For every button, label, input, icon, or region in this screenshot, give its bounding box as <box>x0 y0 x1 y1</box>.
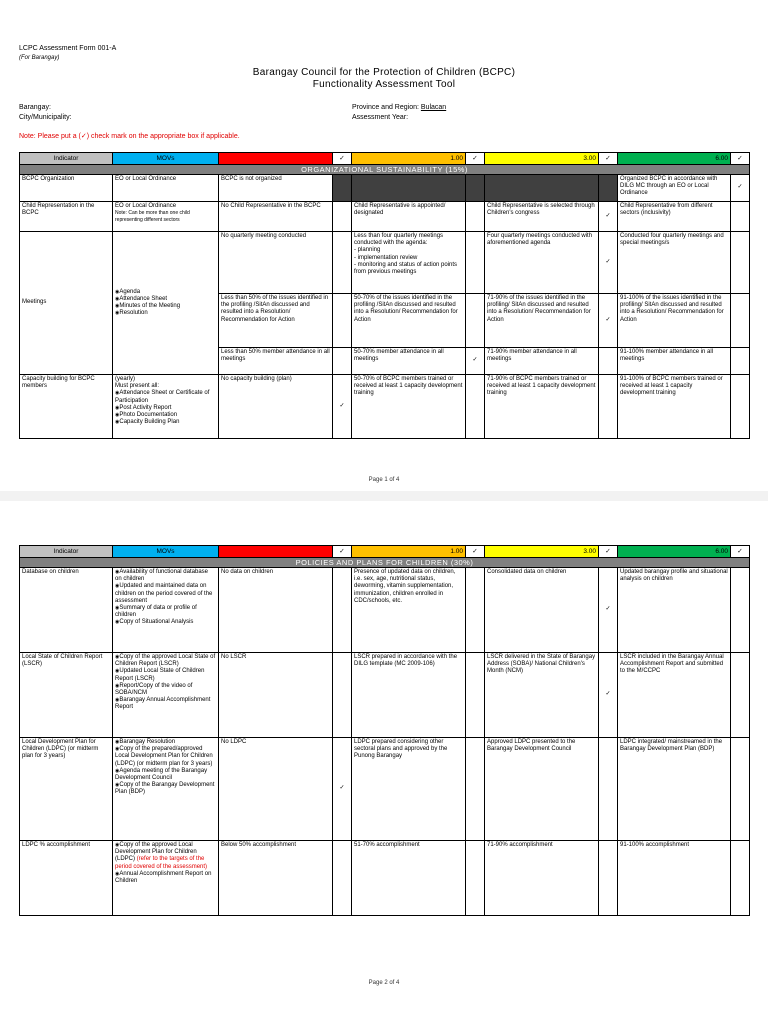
province-field <box>352 104 446 111</box>
list-item: ◉ Copy of the approved Local State of Children Report (LSCR) <box>115 654 216 668</box>
form-code: LCPC Assessment Form 001-A <box>19 45 117 52</box>
table-header-row <box>20 153 750 165</box>
score-3-cell: Four quarterly meetings conducted with aforementioned agenda <box>485 232 599 294</box>
check-header: ✓ <box>731 546 750 558</box>
score-0-cell: No LSCR <box>219 653 333 738</box>
form-audience: (For Barangay) <box>19 55 60 61</box>
score-3-cell: Consolidated data on children <box>485 568 599 653</box>
check-header: ✓ <box>466 153 485 165</box>
table-row <box>20 202 750 232</box>
check-box[interactable] <box>731 294 750 348</box>
check-box[interactable] <box>466 841 485 916</box>
check-box[interactable] <box>731 232 750 294</box>
check-box[interactable]: ✓ <box>599 232 618 294</box>
score-0-cell: No quarterly meeting conducted <box>219 232 333 294</box>
check-box[interactable]: ✓ <box>599 568 618 653</box>
movs-cell <box>113 232 219 375</box>
movs-list <box>115 390 216 426</box>
score-3-cell: 71-90% of BCPC members trained or received at least 1 capacity development training <box>485 375 599 439</box>
list-item: ◉ Copy of the Barangay Development Plan (BDP) <box>115 782 216 796</box>
movs-cell <box>113 202 219 232</box>
check-header: ✓ <box>466 546 485 558</box>
check-box[interactable] <box>731 653 750 738</box>
score-3-cell: Child Representative is selected through Children's congress <box>485 202 599 232</box>
check-box[interactable] <box>466 375 485 439</box>
table-row <box>20 375 750 439</box>
check-box[interactable] <box>333 841 352 916</box>
score-6-cell: LSCR included in the Barangay Annual Accomplishment Report and submitted to the M/CCPC <box>618 653 731 738</box>
score-6-header: 6.00 <box>618 153 731 165</box>
list-item: ◉ Barangay Annual Accomplishment Report <box>115 697 216 711</box>
score-1-cell <box>352 232 466 294</box>
score-6-cell: 91-100% of BCPC members trained or received at least 1 capacity development training <box>618 375 731 439</box>
score-1-header: 1.00 <box>352 153 466 165</box>
list-item <box>115 842 216 871</box>
list-item: ◉ Agenda <box>115 289 216 296</box>
check-box[interactable]: ✓ <box>333 738 352 841</box>
section-row <box>20 558 750 568</box>
score-1-header: 1.00 <box>352 546 466 558</box>
instruction-note: Note: Please put a (✓) check mark on the appropriate box if applicable. <box>19 133 240 140</box>
check-box[interactable] <box>731 375 750 439</box>
list-item: ◉ Attendance Sheet <box>115 296 216 303</box>
score-3-header: 3.00 <box>485 546 599 558</box>
score-6-cell: Conducted four quarterly meetings and special meetings/s <box>618 232 731 294</box>
section-title: POLICIES AND PLANS FOR CHILDREN (30%) <box>20 558 750 568</box>
list-item: ◉ Copy of the prepared/approved Local Development Plan for Children (LDPC) (or midterm plan for 3 years) <box>115 746 216 768</box>
province-label: Province and Region: <box>352 104 419 111</box>
page-1 <box>0 0 768 500</box>
check-box[interactable] <box>333 202 352 232</box>
check-header: ✓ <box>599 153 618 165</box>
score-0-header <box>219 546 333 558</box>
list-item: ◉ Report/Copy of the video of SOBA/NCM <box>115 683 216 697</box>
score-3-cell: 71-90% of the issues identified in the profiling/ SitAn discussed and resulted into a Resolution/ Recommendation for Action <box>485 294 599 348</box>
list-item: ◉ Photo Documentation <box>115 412 216 419</box>
score-1-cell: LSCR prepared in accordance with the DILG template (MC 2009-106) <box>352 653 466 738</box>
assessment-table-policies <box>19 545 750 916</box>
score-6-cell: Organized BCPC in accordance with DILG MC through an EO or Local Ordinance <box>618 175 731 202</box>
table-row <box>20 568 750 653</box>
table-row <box>20 738 750 841</box>
check-box[interactable]: ✓ <box>333 375 352 439</box>
assessment-table-org <box>19 152 750 439</box>
score-6-header: 6.00 <box>618 546 731 558</box>
check-box[interactable] <box>333 232 352 294</box>
movs-list <box>115 842 216 885</box>
check-header: ✓ <box>333 153 352 165</box>
table-row <box>20 653 750 738</box>
score-1-cell: 50-70% of BCPC members trained or received at least 1 capacity development training <box>352 375 466 439</box>
page-number: Page 1 of 4 <box>368 477 400 483</box>
indicator-cell: Child Representation in the BCPC <box>20 202 113 232</box>
check-box[interactable] <box>599 375 618 439</box>
check-box[interactable] <box>599 841 618 916</box>
list-item: ◉ Agenda meeting of the Barangay Development Council <box>115 768 216 782</box>
movs-list <box>115 739 216 797</box>
check-box[interactable] <box>466 232 485 294</box>
page-2 <box>0 500 768 1024</box>
indicator-cell: Capacity building for BCPC members <box>20 375 113 439</box>
list-item: ◉ Updated Local State of Children Report (LSCR) <box>115 668 216 682</box>
score-1-cell: LDPC prepared considering other sectoral plans and approved by the Punong Barangay <box>352 738 466 841</box>
check-box[interactable] <box>599 738 618 841</box>
movs-cell <box>113 568 219 653</box>
table-row <box>20 841 750 916</box>
indicator-cell: Local State of Children Report (LSCR) <box>20 653 113 738</box>
indicator-cell: Meetings <box>20 232 113 375</box>
score-0-cell: No LDPC <box>219 738 333 841</box>
list-item: ◉ Attendance Sheet or Certificate of Participation <box>115 390 216 404</box>
movs-list <box>115 654 216 712</box>
movs-header: MOVs <box>113 546 219 558</box>
score-6-cell: Updated barangay profile and situational analysis on children <box>618 568 731 653</box>
list-item: ◉ Capacity Building Plan <box>115 419 216 426</box>
check-box[interactable]: ✓ <box>599 202 618 232</box>
section-row <box>20 165 750 175</box>
table-header-row <box>20 546 750 558</box>
check-box[interactable] <box>333 294 352 348</box>
score-0-cell: Less than 50% member attendance in all meetings <box>219 348 333 375</box>
movs-text: EO or Local Ordinance <box>115 203 177 209</box>
check-box[interactable] <box>333 653 352 738</box>
section-title: ORGANIZATIONAL SUSTAINABILITY (15%) <box>20 165 750 175</box>
check-box[interactable] <box>599 348 618 375</box>
score-0-cell: No Child Representative in the BCPC <box>219 202 333 232</box>
check-header: ✓ <box>599 546 618 558</box>
check-box[interactable] <box>466 294 485 348</box>
score-3-cell: Approved LDPC presented to the Barangay Development Council <box>485 738 599 841</box>
movs-cell <box>113 653 219 738</box>
list-item: ◉ Annual Accomplishment Report on Children <box>115 871 216 885</box>
table-row <box>20 232 750 294</box>
movs-list <box>115 289 216 318</box>
list-item: ◉ Copy of Situational Analysis <box>115 619 216 626</box>
score-1-cell: Presence of updated data on children, i.e. sex, age, nutritional status, deworming, vitamin supplementation, immunization, children enrolled in CDC/schools, etc. <box>352 568 466 653</box>
movs-frequency: (yearly) <box>115 376 136 382</box>
score-0-cell: BCPC is not organized <box>219 175 333 202</box>
score-text: Less than four quarterly meetings conducted with the agenda: <box>354 233 444 247</box>
list-item: ◉ Minutes of the Meeting <box>115 303 216 310</box>
check-header: ✓ <box>731 153 750 165</box>
list-item: - monitoring and status of action points from previous meetings <box>354 261 458 276</box>
list-item: ◉ Summary of data or profile of children <box>115 605 216 619</box>
indicator-cell: Local Development Plan for Children (LDPC) (or midterm plan for 3 years) <box>20 738 113 841</box>
score-1-cell: 50-70% member attendance in all meetings <box>352 348 466 375</box>
check-box[interactable]: ✓ <box>466 348 485 375</box>
list-item: ◉ Post Activity Report <box>115 405 216 412</box>
movs-text: Copy of the approved Local Development Plan for Children (LDPC) <box>115 842 197 863</box>
check-box[interactable] <box>333 175 352 202</box>
check-box[interactable] <box>731 202 750 232</box>
province-value: Bulacan <box>420 104 447 111</box>
page-number: Page 2 of 4 <box>368 980 400 986</box>
score-1-cell: 51-70% accomplishment <box>352 841 466 916</box>
check-box[interactable] <box>466 738 485 841</box>
check-box[interactable] <box>333 348 352 375</box>
score-1-cell: Child Representative is appointed/ designated <box>352 202 466 232</box>
table-row <box>20 175 750 202</box>
list-item: ◉ Barangay Resolution <box>115 739 216 746</box>
check-box[interactable]: ✓ <box>599 653 618 738</box>
check-box[interactable] <box>731 568 750 653</box>
indicator-cell: BCPC Organization <box>20 175 113 202</box>
score-6-cell: Child Representative from different sectors (inclusivity) <box>618 202 731 232</box>
movs-target-note: (refer to the targets of the period covered of the assessment) <box>115 856 208 870</box>
list-item: - implementation review <box>354 254 418 261</box>
list-item: ◉ Resolution <box>115 310 216 317</box>
movs-note: Note: Can be more than one child representing different sectors <box>115 210 190 224</box>
form-subtitle: Functionality Assessment Tool <box>312 79 456 90</box>
city-label: City/Municipality: <box>19 114 72 121</box>
check-box[interactable] <box>731 841 750 916</box>
check-box[interactable] <box>731 348 750 375</box>
movs-list <box>115 569 216 627</box>
check-header: ✓ <box>333 546 352 558</box>
movs-cell <box>113 738 219 841</box>
score-0-cell: No data on children <box>219 568 333 653</box>
year-label: Assessment Year: <box>352 114 409 121</box>
score-6-cell: LDPC integrated/ mainstreamed in the Barangay Development Plan (BDP) <box>618 738 731 841</box>
score-6-cell: 91-100% of the issues identified in the profiling/ SitAn discussed and resulted into a Resolution/ Recommendation for Action <box>618 294 731 348</box>
list-item: ◉ Availability of functional database on children <box>115 569 216 583</box>
score-3-cell: LSCR delivered in the State of Barangay Address (SOBA)/ National Children's Month (NCM) <box>485 653 599 738</box>
movs-header: MOVs <box>113 153 219 165</box>
score-6-cell: 91-100% member attendance in all meetings <box>618 348 731 375</box>
check-box[interactable]: ✓ <box>731 175 750 202</box>
barangay-label: Barangay: <box>19 104 51 111</box>
indicator-header: Indicator <box>20 546 113 558</box>
indicator-cell: Database on children <box>20 568 113 653</box>
list-item: - planning <box>354 247 381 254</box>
score-6-cell: 91-100% accomplishment <box>618 841 731 916</box>
check-box[interactable] <box>466 202 485 232</box>
score-1-cell: 50-70% of the issues identified in the profiling /SitAn discussed and resulted into a Resolution/ Recommendation for Action <box>352 294 466 348</box>
movs-instruction: Must present all: <box>115 383 160 390</box>
check-box[interactable] <box>466 653 485 738</box>
check-box[interactable] <box>333 568 352 653</box>
score-3-cell: 71-90% member attendance in all meetings <box>485 348 599 375</box>
movs-cell <box>113 375 219 439</box>
score-1-cell <box>352 175 466 202</box>
score-3-cell <box>485 175 599 202</box>
score-0-cell: No capacity building (plan) <box>219 375 333 439</box>
check-box[interactable] <box>731 738 750 841</box>
check-box[interactable] <box>466 175 485 202</box>
score-3-cell: 71-90% accomplishment <box>485 841 599 916</box>
check-box[interactable]: ✓ <box>599 294 618 348</box>
score-0-cell: Below 50% accomplishment <box>219 841 333 916</box>
form-title: Barangay Council for the Protection of Children (BCPC) <box>252 67 516 78</box>
check-box[interactable] <box>466 568 485 653</box>
list-item: ◉ Updated and maintained data on children on the period covered of the assessment <box>115 583 216 605</box>
score-3-header: 3.00 <box>485 153 599 165</box>
score-0-cell: Less than 50% of the issues identified in the profiling /SitAn discussed and resulted into a Resolution/ Recommendation for Action <box>219 294 333 348</box>
movs-cell: EO or Local Ordinance <box>113 175 219 202</box>
indicator-header: Indicator <box>20 153 113 165</box>
movs-cell <box>113 841 219 916</box>
score-0-header <box>219 153 333 165</box>
indicator-cell: LDPC % accomplishment <box>20 841 113 916</box>
check-box[interactable] <box>599 175 618 202</box>
